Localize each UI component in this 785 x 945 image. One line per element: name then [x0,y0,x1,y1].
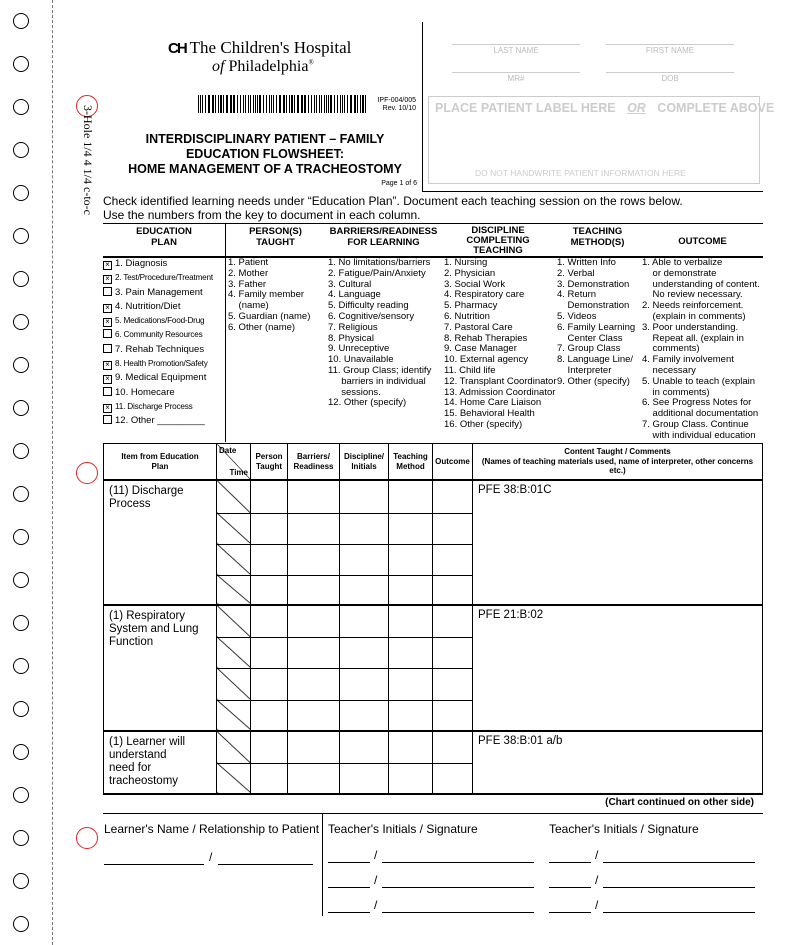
discipline-key-item: 13. Admission Coordinator [444,386,556,398]
persons-key-item: 4. Family member [228,289,305,301]
key-top-rule [103,223,763,224]
col-header-content: Content Taught / Comments (Names of teaching materials used, name of interpreter, other concerns etc.) [473,444,763,481]
date-time-cell[interactable] [217,763,251,794]
outcome-key-item: additional documentation [642,408,759,420]
education-plan-item [103,357,225,371]
binder-hole [13,443,29,459]
grid-item-cell: (11) Discharge Process [104,480,217,605]
discipline-key-item: 4. Respiratory care [444,289,525,301]
grid-content-cell[interactable]: PFE 38:B:01 a/b [473,731,763,794]
binder-hole [13,400,29,416]
grid-content-cell[interactable]: PFE 21:B:02 [473,605,763,731]
barriers-key-item: 11. Group Class; identify [328,364,432,376]
education-plan-item [103,314,225,328]
date-time-cell[interactable] [217,605,251,637]
discipline-key-item: 14. Home Care Liaison [444,397,542,409]
persons-key-item: 6. Other (name) [228,321,296,333]
teaching-method-key-item: Demonstration [557,300,630,312]
red-hole-marker [76,462,98,484]
teacher-initials-line[interactable] [328,912,370,913]
education-plan-item [103,257,225,271]
binder-hole [13,228,29,244]
outcome-key-item: understanding of content. [642,278,760,290]
binder-hole [13,916,29,932]
teaching-method-key-item: Interpreter [557,364,612,376]
teacher-signature-label-2: Teacher's Initials / Signature [549,822,699,836]
instructions [103,194,768,222]
date-time-cell[interactable] [217,544,251,575]
barcode [198,95,370,113]
binder-hole [13,56,29,72]
persons-key-item: 2. Mother [228,267,269,279]
binder-hole [13,314,29,330]
outcome-key-item: No review necessary. [642,289,743,301]
outcome-key-item: 4. Family involvement [642,354,734,366]
education-plan-label: 7. Rehab Techniques [115,343,205,355]
title-line-2: EDUCATION FLOWSHEET: [185,147,345,161]
teaching-method-key-item: 2. Verbal [557,267,595,279]
last-name-label: LAST NAME [493,46,539,55]
discipline-key-item: 11. Child life [444,364,496,376]
barriers-key-item: 8. Physical [328,332,374,344]
date-time-cell[interactable] [217,700,251,731]
grid-item-cell: (1) Learner will understand need for tracheostomy [104,731,217,794]
col-header-discipline: Discipline/ Initials [340,444,389,481]
education-plan-label: 9. Medical Equipment [115,372,207,384]
teacher-signature-line[interactable] [382,862,534,863]
form-title [115,132,415,177]
grid-item-cell: (1) Respiratory System and Lung Function [104,605,217,731]
education-plan-checkbox[interactable] [103,415,112,424]
education-plan-checkbox[interactable]: × [103,404,112,413]
outcome-key-item: Repeat all. (explain in [642,332,744,344]
chart-continued-note: (Chart continued on other side) [605,797,754,808]
education-plan-item [103,343,225,357]
education-plan-header: EDUCATION PLAN [136,226,192,248]
date-time-cell[interactable] [217,731,251,763]
education-plan-item [103,371,225,385]
outcome-key-item: in comments) [642,386,710,398]
binder-hole [13,271,29,287]
education-plan-list [103,257,225,429]
binder-hole [13,185,29,201]
teaching-method-key-item: 5. Videos [557,310,597,322]
hole-spec-text: 3-Hole 1/4 4 1/4 c-to-c [81,105,95,215]
outcome-key-item: 2. Needs reinforcement. [642,300,744,312]
mr-number-label: MR# [507,74,525,83]
teaching-method-key-item: 3. Demonstration [557,278,630,290]
binder-hole [13,99,29,115]
discipline-key-item: 7. Pastoral Care [444,321,513,333]
trademark-symbol: ® [308,58,314,67]
teaching-method-key-item: 1. Written Info [557,257,616,268]
education-plan-item [103,286,225,300]
slash: / [374,848,378,862]
teaching-method-list [557,258,642,388]
first-name-label: FIRST NAME [645,46,695,55]
education-plan-checkbox[interactable]: × [103,375,112,384]
binder-hole [13,873,29,889]
outcome-key-item: 7. Group Class. Continue [642,418,749,430]
education-plan-label: 3. Pain Management [115,286,203,298]
barriers-header: BARRIERS/READINESS FOR LEARNING [329,226,438,248]
education-plan-checkbox[interactable]: × [103,275,112,284]
persons-taught-list [228,258,324,334]
title-line-1: INTERDISCIPLINARY PATIENT – FAMILY [145,132,385,146]
discipline-key-item: 16. Other (specify) [444,418,523,430]
complete-above-text: COMPLETE ABOVE [657,101,775,115]
col-header-person: Person Taught [251,444,288,481]
education-plan-item [103,400,225,414]
slash: / [595,898,599,912]
outcome-key-item: (explain in comments) [642,310,746,322]
date-time-cell[interactable] [217,513,251,544]
education-plan-label: 4. Nutrition/Diet [115,300,181,312]
slash: / [374,898,378,912]
barriers-list [328,258,442,409]
binder-hole [13,830,29,846]
no-handwrite-text: DO NOT HANDWRITE PATIENT INFORMATION HERE [475,168,686,178]
teaching-method-key-item: 4. Return [557,289,597,301]
outcome-key-item: with individual education [642,429,756,441]
patient-label-area[interactable] [428,96,775,184]
teacher-initials-line[interactable] [328,862,370,863]
education-plan-item [103,414,225,428]
teacher-signature-line[interactable] [382,887,534,888]
date-time-cell[interactable] [217,668,251,700]
education-plan-label: 10. Homecare [115,386,175,398]
barriers-key-item: 2. Fatigue/Pain/Anxiety [328,267,426,279]
col-header-barriers: Barriers/ Readiness [288,444,340,481]
page-info: Page 1 of 6 [381,180,417,187]
education-plan-checkbox[interactable] [103,387,112,396]
education-plan-checkbox[interactable] [103,344,112,353]
learner-name-label: Learner's Name / Relationship to Patient [104,822,320,836]
outcome-key-item: necessary [642,364,696,376]
instructions-line-2: Use the numbers from the key to document in each column. [103,208,421,222]
education-plan-label: 1. Diagnosis [115,258,168,269]
teacher-signature-line[interactable] [603,912,755,913]
binder-hole [13,357,29,373]
teacher-initials-line[interactable] [549,862,591,863]
education-plan-checkbox[interactable] [103,287,112,296]
red-hole-marker [76,827,98,849]
teaching-method-key-item: 6. Family Learning [557,321,636,333]
outcome-key-item: or demonstrate [642,267,717,279]
org-line-2-of: of [212,58,225,75]
signature-top-rule [103,813,763,814]
date-time-cell[interactable] [217,480,251,513]
education-plan-checkbox[interactable]: × [103,361,112,370]
place-label-text: PLACE PATIENT LABEL HERE [435,101,616,115]
outcome-key-item: 6. See Progress Notes for [642,397,752,409]
instructions-line-1: Check identified learning needs under “Education Plan”. Document each teaching session on the rows below. [103,194,683,208]
col-header-outcome: Outcome [433,444,473,481]
teaching-method-key-item: 9. Other (specify) [557,375,630,387]
discipline-list [444,258,556,431]
slash: / [595,873,599,887]
key-column-divider [225,223,226,442]
barriers-key-item: 9. Unreceptive [328,343,390,355]
date-label: Date [219,446,237,455]
barriers-key-item: 3. Cultural [328,278,372,290]
barriers-key-item: sessions. [328,386,381,398]
education-plan-checkbox[interactable]: × [103,261,112,270]
grid-content-cell[interactable]: PFE 38:B:01C [473,480,763,605]
teaching-method-key-item: Center Class [557,332,623,344]
header-divider [422,22,423,192]
teacher-signature-line[interactable] [382,912,534,913]
persons-key-item: (name) [228,300,269,312]
dob-label: DOB [661,74,679,83]
binder-hole [13,701,29,717]
education-plan-item [103,386,225,400]
education-plan-item [103,328,225,342]
barriers-key-item: 6. Cognitive/sensory [328,310,415,322]
discipline-key-item: 9. Case Manager [444,343,517,355]
binder-hole [13,572,29,588]
signature-divider [322,813,323,916]
binder-hole [13,615,29,631]
col-header-method: Teaching Method [389,444,433,481]
perforation-line [52,0,53,945]
education-plan-checkbox[interactable]: × [103,304,112,313]
binder-hole [13,142,29,158]
outcome-key-item: 3. Poor understanding. [642,321,739,333]
discipline-key-item: 3. Social Work [444,278,506,290]
education-plan-checkbox[interactable] [103,329,112,338]
binder-hole [13,787,29,803]
discipline-key-item: 8. Rehab Therapies [444,332,528,344]
education-plan-item [103,300,225,314]
education-plan-label: 2. Test/Procedure/Treatment [115,273,213,283]
title-line-3: HOME MANAGEMENT OF A TRACHEOSTOMY [128,162,402,176]
outcome-key-item: 1. Able to verbalize [642,257,723,268]
barriers-key-item: 5. Difficulty reading [328,300,409,312]
education-plan-label: 8. Health Promotion/Safety [115,359,208,369]
discipline-key-item: 12. Transplant Coordinator [444,375,557,387]
teaching-method-header: TEACHING METHOD(S) [570,226,625,248]
teacher-initials-line[interactable] [549,887,591,888]
date-time-cell[interactable] [217,575,251,605]
form-id: IPF-004/005 [377,97,416,104]
discipline-key-item: 2. Physician [444,267,496,279]
slash: / [595,848,599,862]
outcome-list [642,258,764,442]
persons-key-item: 1. Patient [228,257,269,268]
teaching-method-key-item: 8. Language Line/ [557,354,634,366]
barriers-key-item: 10. Unavailable [328,354,394,366]
education-plan-item [103,271,225,285]
discipline-key-item: 10. External agency [444,354,528,366]
education-plan-checkbox[interactable]: × [103,318,112,327]
binder-hole [13,658,29,674]
discipline-key-item: 6. Nutrition [444,310,490,322]
time-label: Time [229,467,248,477]
hospital-logo [168,38,358,76]
teacher-initials-line[interactable] [549,912,591,913]
outcome-key-item: 5. Unable to teach (explain [642,375,756,387]
teacher-signature-label-1: Teacher's Initials / Signature [328,822,478,836]
teacher-signature-line[interactable] [603,887,755,888]
logo-mark: CH [168,40,186,57]
barriers-key-item: 7. Religious [328,321,378,333]
education-plan-label: 5. Medications/Food-Drug [115,316,205,326]
persons-key-item: 3. Father [228,278,267,290]
org-line-2: Philadelphia [228,58,309,75]
teacher-signature-line[interactable] [603,862,755,863]
or-text: OR [627,101,646,115]
persons-key-item: 5. Guardian (name) [228,310,311,322]
learner-name-line[interactable] [104,864,204,865]
teaching-session-grid [103,443,763,795]
teaching-method-key-item: 7. Group Class [557,343,621,355]
barriers-key-item: 12. Other (specify) [328,397,407,409]
discipline-header: DISCIPLINE COMPLETING TEACHING [466,225,530,256]
education-plan-label: 6. Community Resources [115,330,203,340]
header-bottom-rule [422,191,763,192]
org-line-1: The Children's Hospital [189,38,352,57]
barriers-key-item: barriers in individual [328,375,426,387]
education-plan-label: 12. Other _________ [115,415,205,427]
date-time-cell[interactable] [217,637,251,668]
outcome-key-item: comments) [642,343,700,355]
slash: / [374,873,378,887]
teacher-initials-line[interactable] [328,887,370,888]
relationship-line[interactable] [218,864,313,865]
col-header-date-time [217,444,251,481]
barriers-key-item: 4. Language [328,289,381,301]
slash: / [209,850,213,864]
persons-taught-header: PERSON(S) TAUGHT [249,226,302,248]
binder-hole [13,529,29,545]
form-revision: Rev. 10/10 [382,105,416,112]
discipline-key-item: 15. Behavioral Health [444,408,535,420]
discipline-key-item: 1. Nursing [444,257,488,268]
binder-hole [13,744,29,760]
discipline-key-item: 5. Pharmacy [444,300,498,312]
outcome-header: OUTCOME [678,236,727,247]
binder-hole [13,486,29,502]
col-header-item: Item from Education Plan [104,444,217,481]
barriers-key-item: 1. No limitations/barriers [328,257,431,268]
binder-hole [13,13,29,29]
education-plan-label: 11. Discharge Process [115,401,193,411]
